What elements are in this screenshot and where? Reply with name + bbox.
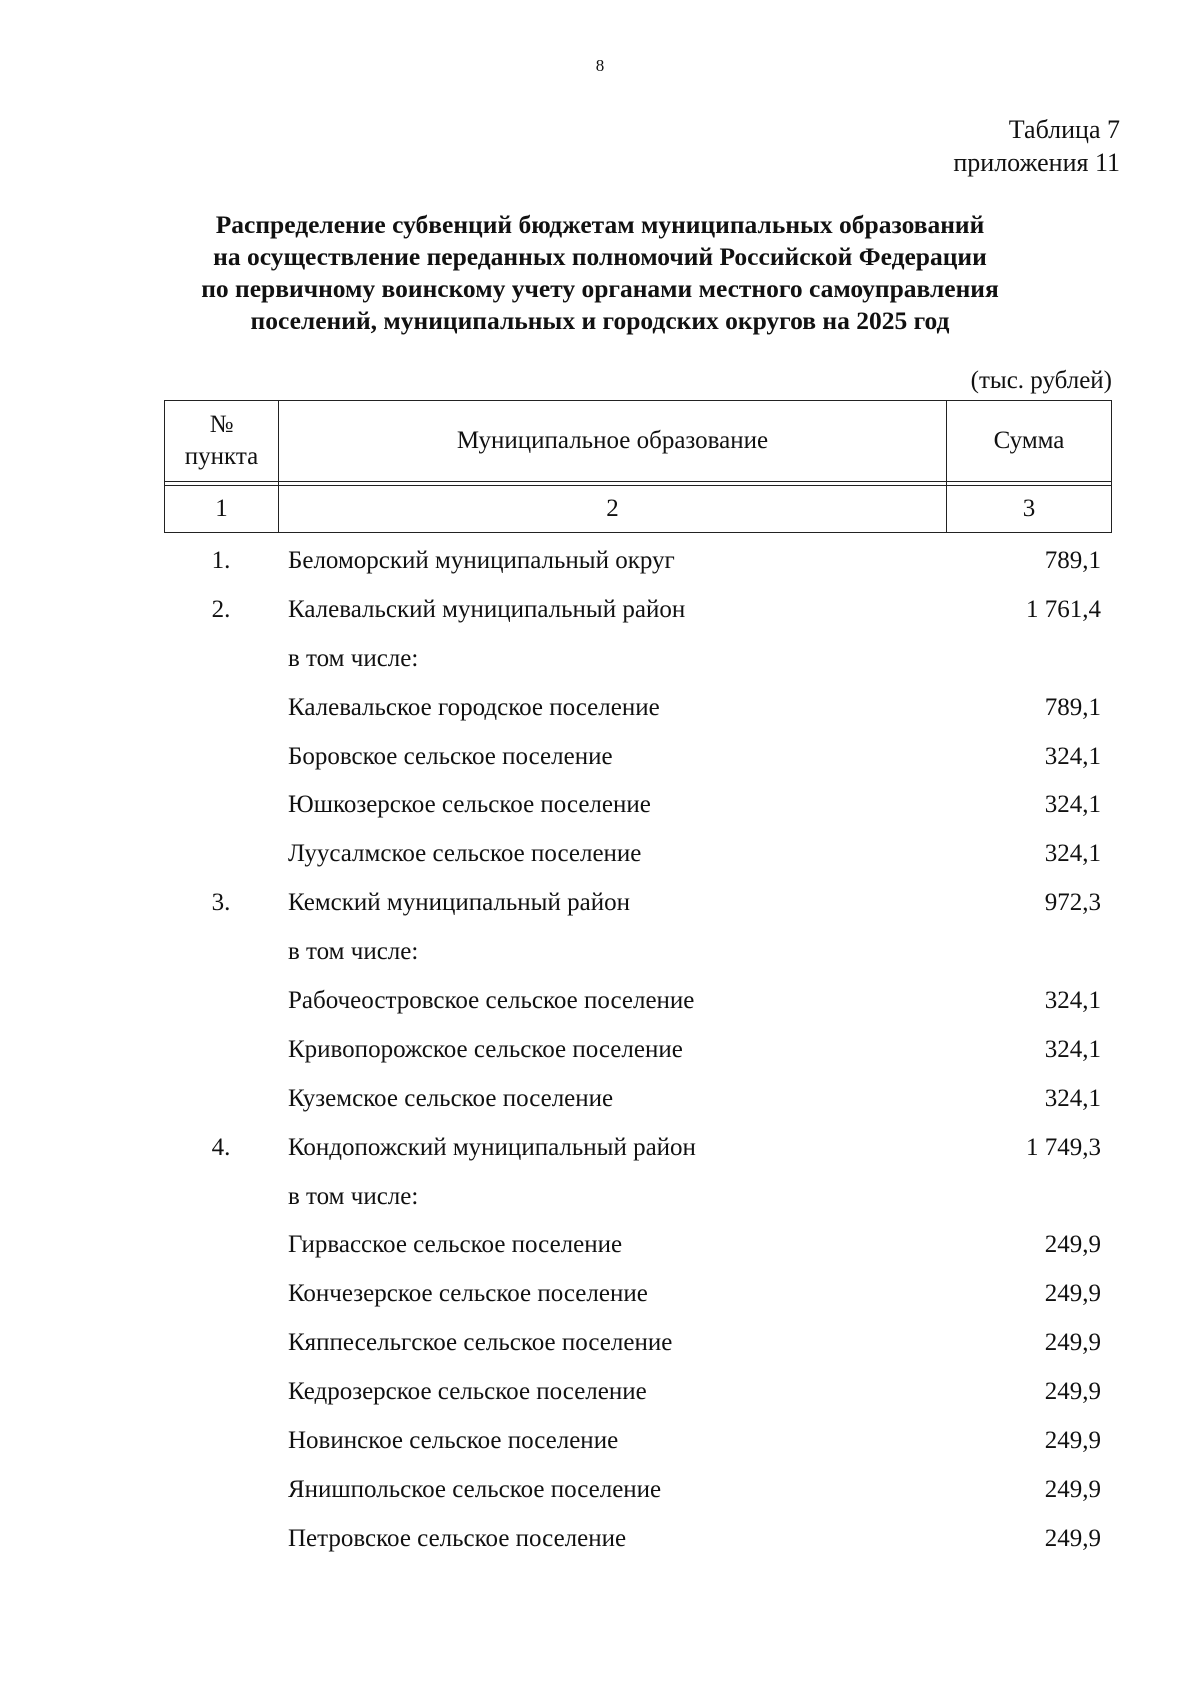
- row-amount: 324,1: [1044, 1084, 1101, 1112]
- table-row: [164, 1078, 1111, 1127]
- column-number-row: [165, 486, 1112, 533]
- row-municipality-name: Петровское сельское поселение: [288, 1524, 627, 1552]
- title-line-4: поселений, муниципальных и городских округов на 2025 год: [250, 306, 950, 335]
- row-municipality-name: Боровское сельское поселение: [288, 742, 613, 770]
- row-amount: 324,1: [1044, 742, 1101, 770]
- table-row: [164, 638, 1111, 687]
- table-row: [164, 931, 1111, 980]
- table-row: [164, 1420, 1111, 1469]
- row-amount: 249,9: [1044, 1475, 1101, 1503]
- row-number: 4.: [211, 1133, 231, 1161]
- row-amount: 1 761,4: [1026, 595, 1101, 623]
- row-amount: 249,9: [1044, 1427, 1101, 1455]
- row-municipality-name: Луусалмское сельское поселение: [288, 840, 642, 868]
- header-item-number-line-1: №: [209, 411, 234, 438]
- table-row: [164, 687, 1111, 736]
- row-amount: 789,1: [1044, 547, 1101, 574]
- row-amount: 324,1: [1044, 1035, 1101, 1063]
- page-number: 8: [595, 56, 605, 75]
- table-row: [164, 1518, 1111, 1567]
- table-row: [164, 1273, 1111, 1322]
- column-number-2: 2: [279, 486, 947, 533]
- row-amount: 249,9: [1044, 1231, 1101, 1259]
- column-number-1: 1: [165, 486, 279, 533]
- row-municipality-name: Калевальский муниципальный район: [288, 595, 686, 623]
- row-municipality-name: в том числе:: [288, 1182, 419, 1210]
- row-municipality-name: Рабочеостровское сельское поселение: [288, 987, 695, 1015]
- column-number-3: 3: [947, 486, 1112, 533]
- row-municipality-name: Кемский муниципальный район: [288, 889, 630, 917]
- header-amount: Сумма: [947, 401, 1112, 482]
- table-row: [164, 882, 1111, 931]
- row-number: 3.: [211, 889, 231, 917]
- row-amount: 249,9: [1044, 1280, 1101, 1308]
- title-line-3: по первичному воинскому учету органами местного самоуправления: [201, 274, 999, 303]
- row-municipality-name: Кедрозерское сельское поселение: [288, 1378, 647, 1406]
- row-municipality-name: Новинское сельское поселение: [288, 1427, 619, 1455]
- row-municipality-name: Янишпольское сельское поселение: [288, 1475, 662, 1503]
- table-row: [164, 1127, 1111, 1176]
- row-municipality-name: Кондопожский муниципальный район: [288, 1133, 696, 1161]
- table-row: [164, 784, 1111, 833]
- row-municipality-name: Юшкозерское сельское поселение: [288, 791, 651, 819]
- row-amount: 1 749,3: [1026, 1133, 1101, 1161]
- row-municipality-name: в том числе:: [288, 644, 419, 672]
- row-municipality-name: Кяппесельгское сельское поселение: [288, 1329, 673, 1357]
- row-municipality-name: Гирвасское сельское поселение: [288, 1231, 623, 1259]
- row-municipality-name: в том числе:: [288, 938, 419, 966]
- table-row: [164, 1176, 1111, 1225]
- table-row: [164, 1371, 1111, 1420]
- table-reference: [953, 113, 1120, 179]
- title-line-2: на осуществление переданных полномочий Российской Федерации: [213, 242, 987, 271]
- title-line-1: Распределение субвенций бюджетам муниципальных образований: [215, 210, 985, 239]
- row-amount: 324,1: [1044, 840, 1101, 868]
- row-amount: 324,1: [1044, 987, 1101, 1015]
- table-reference-line-2: приложения 11: [953, 148, 1120, 177]
- units-label: (тыс. рублей): [970, 367, 1112, 394]
- document-title: [0, 209, 1200, 337]
- row-amount: 249,9: [1044, 1329, 1101, 1357]
- table-row: [164, 1224, 1111, 1273]
- header-item-number: [165, 401, 279, 482]
- table-header: [164, 400, 1112, 533]
- table-row: [164, 833, 1111, 882]
- row-amount: 324,1: [1044, 791, 1101, 819]
- row-amount: 249,9: [1044, 1378, 1101, 1406]
- row-number: 1.: [211, 547, 231, 574]
- row-municipality-name: Беломорский муниципальный округ: [288, 547, 675, 574]
- header-row: [165, 401, 1112, 482]
- row-municipality-name: Калевальское городское поселение: [288, 693, 660, 721]
- row-amount: 789,1: [1044, 693, 1101, 721]
- table-body: [164, 540, 1111, 1567]
- table-row: [164, 1469, 1111, 1518]
- header-item-number-line-2: пункта: [184, 443, 259, 470]
- row-amount: 972,3: [1044, 889, 1101, 917]
- table-reference-line-1: Таблица 7: [1008, 115, 1120, 144]
- table-row: [164, 980, 1111, 1029]
- table-row: [164, 1029, 1111, 1078]
- row-municipality-name: Кончезерское сельское поселение: [288, 1280, 648, 1308]
- row-number: 2.: [211, 595, 231, 623]
- row-municipality-name: Кривопорожское сельское поселение: [288, 1035, 683, 1063]
- row-amount: 249,9: [1044, 1524, 1101, 1552]
- row-municipality-name: Куземское сельское поселение: [288, 1084, 614, 1112]
- table-row: [164, 589, 1111, 638]
- table-row: [164, 1322, 1111, 1371]
- table-row: [164, 736, 1111, 785]
- table-row: [164, 540, 1111, 589]
- header-municipality: Муниципальное образование: [279, 401, 947, 482]
